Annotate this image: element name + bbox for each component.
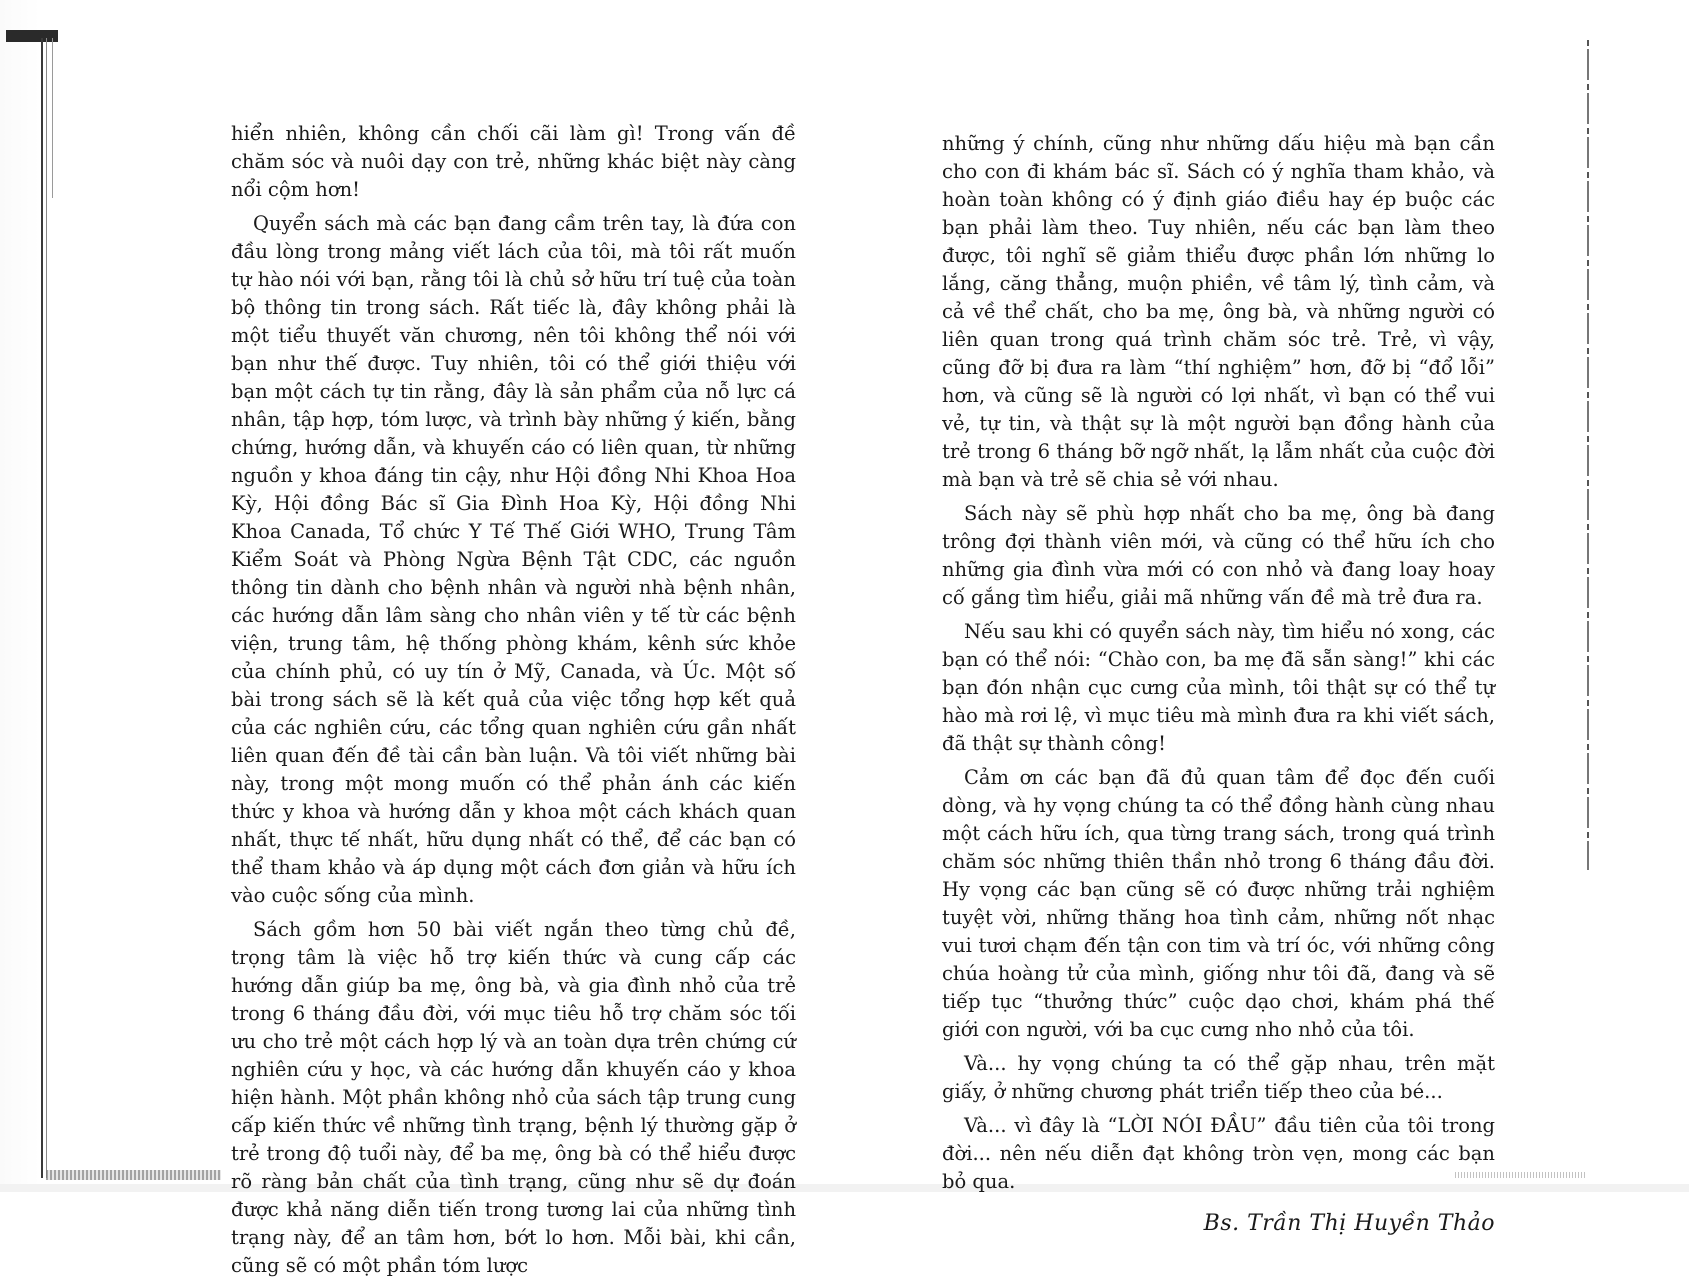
scan-artifact-line: [52, 38, 53, 198]
scan-artifact-line-right: [1587, 40, 1589, 870]
paragraph: Và... hy vọng chúng ta có thể gặp nhau, trên mặt giấy, ở những chương phát triển tiếp theo của bé...: [942, 1052, 1495, 1103]
paragraph: Cảm ơn các bạn đã đủ quan tâm để đọc đến cuối dòng, và hy vọng chúng ta có thể đồng hành cùng nhau một cách hữu ích, qua từng trang sách, trong quá trình chăm sóc những thiên thần nhỏ trong 6 tháng đầu đời. Hy vọng các bạn cũng sẽ có được những trải nghiệm tuyệt vời, những thăng hoa tình cảm, những nốt nhạc vui tươi chạm đến tận con tim và trí óc, với những công chúa hoàng tử của mình, giống như tôi đã, đang và sẽ tiếp tục “thưởng thức” cuộc dạo chơi, khám phá thế giới con người, với ba cục cưng nho nhỏ của tôi.: [942, 766, 1495, 1041]
paragraph: Sách gồm hơn 50 bài viết ngắn theo từng chủ đề, trọng tâm là việc hỗ trợ kiến thức và cung cấp các hướng dẫn giúp ba mẹ, ông bà, và gia đình nhỏ của trẻ trong 6 tháng đầu đời, với mục tiêu hỗ trợ chăm sóc tối ưu cho trẻ một cách hợp lý và an toàn dựa trên chứng cứ nghiên cứu y học, và các hướng dẫn khuyến cáo y khoa hiện hành. Một phần không nhỏ của sách tập trung cung cấp kiến thức về những tình trạng, bệnh lý thường gặp ở trẻ trong độ tuổi này, để ba mẹ, ông bà có thể hiểu được rõ ràng bản chất của tình trạng, cũng như sẽ dự đoán được khả năng diễn tiến trong tương lai của những tình trạng này, để an tâm hơn, bớt lo hơn. Mỗi bài, khi cần, cũng sẽ có một phần tóm lược: [231, 918, 796, 1277]
scan-artifact-line: [46, 38, 47, 1178]
left-column: [231, 120, 796, 1286]
scan-artifact-noise: [46, 1170, 221, 1180]
right-column: [942, 130, 1495, 1238]
paragraph: Và... vì đây là “LỜI NÓI ĐẦU” đầu tiên của tôi trong đời... nên nếu diễn đạt không tròn vẹn, mong các bạn bỏ qua.: [942, 1114, 1495, 1193]
paragraph: những ý chính, cũng như những dấu hiệu mà bạn cần cho con đi khám bác sĩ. Sách có ý nghĩa tham khảo, và hoàn toàn không có ý định giáo điều hay ép buộc các bạn phải làm theo. Tuy nhiên, nếu các bạn làm theo được, tôi nghĩ sẽ giảm thiểu được phần lớn những lo lắng, căng thẳng, muộn phiền, về tâm lý, tình cảm, và cả về thể chất, cho ba mẹ, ông bà, và những người có liên quan trong quá trình chăm sóc trẻ. Trẻ, vì vậy, cũng đỡ bị đưa ra làm “thí nghiệm” hơn, đỡ bị “đổ lỗi” hơn, và cũng sẽ là người có lợi nhất, vì bạn có thể vui vẻ, tự tin, và thật sự là một người bạn đồng hành của trẻ trong 6 tháng bỡ ngỡ nhất, lạ lẫm nhất của cuộc đời mà bạn và trẻ sẽ chia sẻ với nhau.: [942, 132, 1495, 491]
author-signature: Bs. Trần Thị Huyền Thảo: [1203, 1211, 1495, 1236]
scan-artifact-bar: [6, 30, 58, 42]
paragraph: Nếu sau khi có quyển sách này, tìm hiểu nó xong, các bạn có thể nói: “Chào con, ba mẹ đã sẵn sàng!” khi các bạn đón nhận cục cưng của mình, tôi thật sự có thể tự hào mà rơi lệ, vì mục tiêu mà mình đưa ra khi viết sách, đã thật sự thành công!: [942, 620, 1495, 755]
scan-artifact-line: [41, 38, 43, 1178]
paragraph: hiển nhiên, không cần chối cãi làm gì! Trong vấn đề chăm sóc và nuôi dạy con trẻ, những khác biệt này càng nổi cộm hơn!: [231, 122, 796, 201]
paragraph: Quyển sách mà các bạn đang cầm trên tay, là đứa con đầu lòng trong mảng viết lách của tôi, mà tôi rất muốn tự hào nói với bạn, rằng tôi là chủ sở hữu trí tuệ của toàn bộ thông tin trong sách. Rất tiếc là, đây không phải là một tiểu thuyết văn chương, nên tôi không thể nói với bạn như thế được. Tuy nhiên, tôi có thể giới thiệu với bạn một cách tự tin rằng, đây là sản phẩm của nỗ lực cá nhân, tập hợp, tóm lược, và trình bày những ý kiến, bằng chứng, hướng dẫn, và khuyến cáo có liên quan, từ những nguồn y khoa đáng tin cậy, như Hội đồng Nhi Khoa Hoa Kỳ, Hội đồng Bác sĩ Gia Đình Hoa Kỳ, Hội đồng Nhi Khoa Canada, Tổ chức Y Tế Thế Giới WHO, Trung Tâm Kiểm Soát và Phòng Ngừa Bệnh Tật CDC, các nguồn thông tin dành cho bệnh nhân và người nhà bệnh nhân, các hướng dẫn lâm sàng cho nhân viên y tế từ các bệnh viện, trung tâm, hệ thống phòng khám, kênh sức khỏe của chính phủ, có uy tín ở Mỹ, Canada, và Úc. Một số bài trong sách sẽ là kết quả của việc tổng hợp kết quả của các nghiên cứu, các tổng quan nghiên cứu gần nhất liên quan đến đề tài cần bàn luận. Và tôi viết những bài này, trong một mong muốn có thể phản ánh các kiến thức y khoa và hướng dẫn y khoa một cách khách quan nhất, thực tế nhất, hữu dụng nhất có thể, để các bạn có thể tham khảo và áp dụng một cách đơn giản và hữu ích vào cuộc sống của mình.: [231, 212, 796, 907]
paragraph: Sách này sẽ phù hợp nhất cho ba mẹ, ông bà đang trông đợi thành viên mới, và cũng có thể hữu ích cho những gia đình vừa mới có con nhỏ và đang loay hoay cố gắng tìm hiểu, giải mã những vấn đề mà trẻ đưa ra.: [942, 502, 1495, 609]
